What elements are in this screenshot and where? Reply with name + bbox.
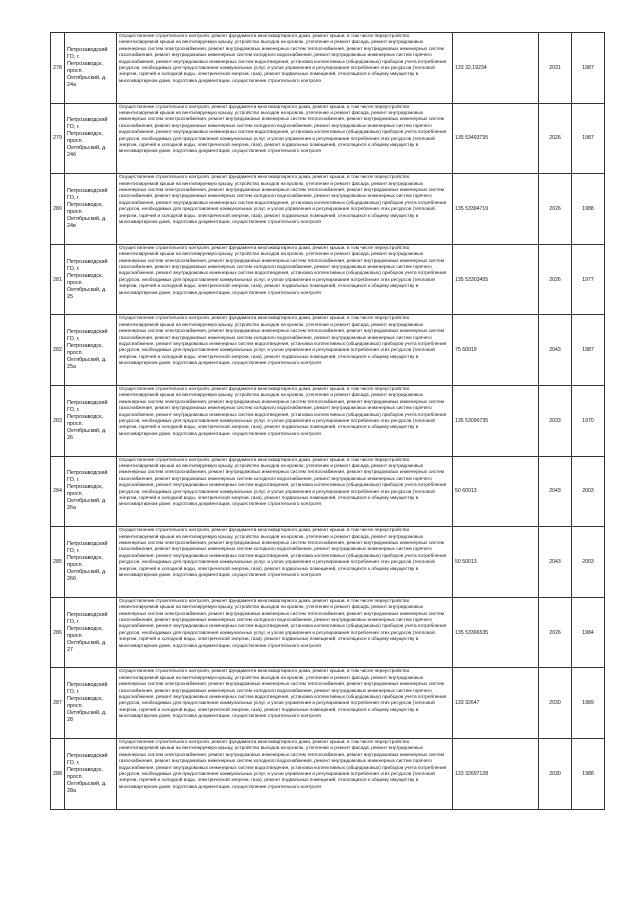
planned-year-cell: 2030 — [539, 738, 572, 809]
cost-cell: 135 53396535 — [453, 597, 539, 668]
cost-cell: 50 50013 — [453, 527, 539, 598]
row-number: 286 — [51, 597, 65, 668]
table-row — [51, 668, 605, 739]
works-cell: Осуществление строительного контроля, ремонт фундамента многоквартирного дома, ремонт крыши, в том числе переустройство невентилируемой крыши на вентилируемую крышу, устройство выходов на кровлю, утепление и ремонт фасада, ремонт внутридомовых инженерных систем электроснабжения, ремонт внутридомовых инженерных систем теплоснабжения, ремонт внутридомовых инженерных систем газоснабжения, ремонт внутридомовых инженерных систем холодного водоснабжения, ремонт внутридомовых инженерных систем горячего водоснабжения, ремонт внутридомовых инженерных систем водоотведения, установка коллективных (общедомовых) приборов учета потребления ресурсов, необходимых для предоставления коммунальных услуг, и узлов управления и регулирования потребления этих ресурсов (тепловой энергии, горячей и холодной воды, электрической энергии, газа), ремонт подвальных помещений, относящихся к общему имуществу в многоквартирном доме, подготовка документации, осуществление строительного контроля — [117, 668, 453, 739]
build-year-cell: 1988 — [572, 174, 605, 245]
build-year-cell: 1987 — [572, 315, 605, 386]
works-cell: Осуществление строительного контроля, ремонт фундамента многоквартирного дома, ремонт крыши, в том числе переустройство невентилируемой крыши на вентилируемую крышу, устройство выходов на кровлю, утепление и ремонт фасада, ремонт внутридомовых инженерных систем электроснабжения, ремонт внутридомовых инженерных систем теплоснабжения, ремонт внутридомовых инженерных систем газоснабжения, ремонт внутридомовых инженерных систем холодного водоснабжения, ремонт внутридомовых инженерных систем горячего водоснабжения, ремонт внутридомовых инженерных систем водоотведения, установка коллективных (общедомовых) приборов учета потребления ресурсов, необходимых для предоставления коммунальных услуг, и узлов управления и регулирования потребления этих ресурсов (тепловой энергии, горячей и холодной воды, электрической энергии, газа), ремонт подвальных помещений, относящихся к общему имуществу в многоквартирном доме, подготовка документации, осуществление строительного контроля — [117, 738, 453, 809]
table-row — [51, 597, 605, 668]
row-number: 288 — [51, 738, 65, 809]
table-row — [51, 385, 605, 456]
row-number: 285 — [51, 527, 65, 598]
address-cell: Петрозаводский ГО, г. Петрозаводск, просп. Октябрьский, д. 27 — [65, 597, 117, 668]
cost-cell: 75 60019 — [453, 315, 539, 386]
table-row — [51, 527, 605, 598]
address-cell: Петрозаводский ГО, г. Петрозаводск, просп. Октябрьский, д. 28а — [65, 738, 117, 809]
planned-year-cell: 2043 — [539, 315, 572, 386]
address-cell: Петрозаводский ГО, г. Петрозаводск, просп. Октябрьский, д. 24а — [65, 33, 117, 104]
address-cell: Петрозаводский ГО, г. Петрозаводск, просп. Октябрьский, д. 25 — [65, 244, 117, 315]
planned-year-cell: 2026 — [539, 597, 572, 668]
document-page — [50, 32, 604, 810]
row-number: 287 — [51, 668, 65, 739]
table-row — [51, 103, 605, 174]
works-cell: Осуществление строительного контроля, ремонт фундамента многоквартирного дома, ремонт крыши, в том числе переустройство невентилируемой крыши на вентилируемую крышу, устройство выходов на кровлю, утепление и ремонт фасада, ремонт внутридомовых инженерных систем электроснабжения, ремонт внутридомовых инженерных систем теплоснабжения, ремонт внутридомовых инженерных систем газоснабжения, ремонт внутридомовых инженерных систем холодного водоснабжения, ремонт внутридомовых инженерных систем горячего водоснабжения, ремонт внутридомовых инженерных систем водоотведения, установка коллективных (общедомовых) приборов учета потребления ресурсов, необходимых для предоставления коммунальных услуг, и узлов управления и регулирования потребления этих ресурсов (тепловой энергии, горячей и холодной воды, электрической энергии, газа), ремонт подвальных помещений, относящихся к общему имуществу в многоквартирном доме, подготовка документации, осуществление строительного контроля — [117, 315, 453, 386]
build-year-cell: 1977 — [572, 244, 605, 315]
works-cell: Осуществление строительного контроля, ремонт фундамента многоквартирного дома, ремонт крыши, в том числе переустройство невентилируемой крыши на вентилируемую крышу, устройство выходов на кровлю, утепление и ремонт фасада, ремонт внутридомовых инженерных систем электроснабжения, ремонт внутридомовых инженерных систем теплоснабжения, ремонт внутридомовых инженерных систем газоснабжения, ремонт внутридомовых инженерных систем холодного водоснабжения, ремонт внутридомовых инженерных систем горячего водоснабжения, ремонт внутридомовых инженерных систем водоотведения, установка коллективных (общедомовых) приборов учета потребления ресурсов, необходимых для предоставления коммунальных услуг, и узлов управления и регулирования потребления этих ресурсов (тепловой энергии, горячей и холодной воды, электрической энергии, газа), ремонт подвальных помещений, относящихся к общему имуществу в многоквартирном доме, подготовка документации, осуществление строительного контроля — [117, 527, 453, 598]
planned-year-cell: 2043 — [539, 527, 572, 598]
address-cell: Петрозаводский ГО, г. Петрозаводск, просп. Октябрьский, д. 24б — [65, 103, 117, 174]
row-number: 280 — [51, 174, 65, 245]
cost-cell: 133 32647 — [453, 668, 539, 739]
address-cell: Петрозаводский ГО, г. Петрозаводск, просп. Октябрьский, д. 24в — [65, 174, 117, 245]
cost-cell: 135 53303455 — [453, 244, 539, 315]
table-row — [51, 456, 605, 527]
table-row — [51, 244, 605, 315]
address-cell: Петрозаводский ГО, г. Петрозаводск, просп. Октябрьский, д. 25а — [65, 315, 117, 386]
build-year-cell: 1970 — [572, 385, 605, 456]
works-cell: Осуществление строительного контроля, ремонт фундамента многоквартирного дома, ремонт крыши, в том числе переустройство невентилируемой крыши на вентилируемую крышу, устройство выходов на кровлю, утепление и ремонт фасада, ремонт внутридомовых инженерных систем электроснабжения, ремонт внутридомовых инженерных систем теплоснабжения, ремонт внутридомовых инженерных систем газоснабжения, ремонт внутридомовых инженерных систем холодного водоснабжения, ремонт внутридомовых инженерных систем горячего водоснабжения, ремонт внутридомовых инженерных систем водоотведения, установка коллективных (общедомовых) приборов учета потребления ресурсов, необходимых для предоставления коммунальных услуг, и узлов управления и регулирования потребления этих ресурсов (тепловой энергии, горячей и холодной воды, электрической энергии, газа), ремонт подвальных помещений, относящихся к общему имуществу в многоквартирном доме, подготовка документации, осуществление строительного контроля — [117, 597, 453, 668]
repair-program-table — [50, 32, 605, 810]
build-year-cell: 1987 — [572, 33, 605, 104]
planned-year-cell: 2033 — [539, 385, 572, 456]
build-year-cell: 1987 — [572, 103, 605, 174]
cost-cell: 133 32697128 — [453, 738, 539, 809]
planned-year-cell: 2030 — [539, 668, 572, 739]
planned-year-cell: 2031 — [539, 33, 572, 104]
cost-cell: 135 53493735 — [453, 103, 539, 174]
cost-cell: 135 53090735 — [453, 385, 539, 456]
works-cell: Осуществление строительного контроля, ремонт фундамента многоквартирного дома, ремонт крыши, в том числе переустройство невентилируемой крыши на вентилируемую крышу, устройство выходов на кровлю, утепление и ремонт фасада, ремонт внутридомовых инженерных систем электроснабжения, ремонт внутридомовых инженерных систем теплоснабжения, ремонт внутридомовых инженерных систем газоснабжения, ремонт внутридомовых инженерных систем холодного водоснабжения, ремонт внутридомовых инженерных систем горячего водоснабжения, ремонт внутридомовых инженерных систем водоотведения, установка коллективных (общедомовых) приборов учета потребления ресурсов, необходимых для предоставления коммунальных услуг, и узлов управления и регулирования потребления этих ресурсов (тепловой энергии, горячей и холодной воды, электрической энергии, газа), ремонт подвальных помещений, относящихся к общему имуществу в многоквартирном доме, подготовка документации, осуществление строительного контроля — [117, 174, 453, 245]
works-cell: Осуществление строительного контроля, ремонт фундамента многоквартирного дома, ремонт крыши, в том числе переустройство невентилируемой крыши на вентилируемую крышу, устройство выходов на кровлю, утепление и ремонт фасада, ремонт внутридомовых инженерных систем электроснабжения, ремонт внутридомовых инженерных систем теплоснабжения, ремонт внутридомовых инженерных систем газоснабжения, ремонт внутридомовых инженерных систем холодного водоснабжения, ремонт внутридомовых инженерных систем горячего водоснабжения, ремонт внутридомовых инженерных систем водоотведения, установка коллективных (общедомовых) приборов учета потребления ресурсов, необходимых для предоставления коммунальных услуг, и узлов управления и регулирования потребления этих ресурсов (тепловой энергии, горячей и холодной воды, электрической энергии, газа), ремонт подвальных помещений, относящихся к общему имуществу в многоквартирном доме, подготовка документации, осуществление строительного контроля — [117, 103, 453, 174]
build-year-cell: 1984 — [572, 597, 605, 668]
planned-year-cell: 2026 — [539, 174, 572, 245]
build-year-cell: 1988 — [572, 738, 605, 809]
address-cell: Петрозаводский ГО, г. Петрозаводск, просп. Октябрьский, д. 26а — [65, 456, 117, 527]
row-number: 283 — [51, 385, 65, 456]
build-year-cell: 1989 — [572, 668, 605, 739]
works-cell: Осуществление строительного контроля, ремонт фундамента многоквартирного дома, ремонт крыши, в том числе переустройство невентилируемой крыши на вентилируемую крышу, устройство выходов на кровлю, утепление и ремонт фасада, ремонт внутридомовых инженерных систем электроснабжения, ремонт внутридомовых инженерных систем теплоснабжения, ремонт внутридомовых инженерных систем газоснабжения, ремонт внутридомовых инженерных систем холодного водоснабжения, ремонт внутридомовых инженерных систем горячего водоснабжения, ремонт внутридомовых инженерных систем водоотведения, установка коллективных (общедомовых) приборов учета потребления ресурсов, необходимых для предоставления коммунальных услуг, и узлов управления и регулирования потребления этих ресурсов (тепловой энергии, горячей и холодной воды, электрической энергии, газа), ремонт подвальных помещений, относящихся к общему имуществу в многоквартирном доме, подготовка документации, осуществление строительного контроля — [117, 385, 453, 456]
planned-year-cell: 2026 — [539, 103, 572, 174]
address-cell: Петрозаводский ГО, г. Петрозаводск, просп. Октябрьский, д. 28 — [65, 668, 117, 739]
works-cell: Осуществление строительного контроля, ремонт фундамента многоквартирного дома, ремонт крыши, в том числе переустройство невентилируемой крыши на вентилируемую крышу, устройство выходов на кровлю, утепление и ремонт фасада, ремонт внутридомовых инженерных систем электроснабжения, ремонт внутридомовых инженерных систем теплоснабжения, ремонт внутридомовых инженерных систем газоснабжения, ремонт внутридомовых инженерных систем холодного водоснабжения, ремонт внутридомовых инженерных систем горячего водоснабжения, ремонт внутридомовых инженерных систем водоотведения, установка коллективных (общедомовых) приборов учета потребления ресурсов, необходимых для предоставления коммунальных услуг, и узлов управления и регулирования потребления этих ресурсов (тепловой энергии, горячей и холодной воды, электрической энергии, газа), ремонт подвальных помещений, относящихся к общему имуществу в многоквартирном доме, подготовка документации, осуществление строительного контроля — [117, 33, 453, 104]
works-cell: Осуществление строительного контроля, ремонт фундамента многоквартирного дома, ремонт крыши, в том числе переустройство невентилируемой крыши на вентилируемую крышу, устройство выходов на кровлю, утепление и ремонт фасада, ремонт внутридомовых инженерных систем электроснабжения, ремонт внутридомовых инженерных систем теплоснабжения, ремонт внутридомовых инженерных систем газоснабжения, ремонт внутридомовых инженерных систем холодного водоснабжения, ремонт внутридомовых инженерных систем горячего водоснабжения, ремонт внутридомовых инженерных систем водоотведения, установка коллективных (общедомовых) приборов учета потребления ресурсов, необходимых для предоставления коммунальных услуг, и узлов управления и регулирования потребления этих ресурсов (тепловой энергии, горячей и холодной воды, электрической энергии, газа), ремонт подвальных помещений, относящихся к общему имуществу в многоквартирном доме, подготовка документации, осуществление строительного контроля — [117, 456, 453, 527]
row-number: 282 — [51, 315, 65, 386]
table-row — [51, 315, 605, 386]
cost-cell: 135 53394719 — [453, 174, 539, 245]
row-number: 284 — [51, 456, 65, 527]
table-row — [51, 174, 605, 245]
build-year-cell: 2003 — [572, 527, 605, 598]
table-body — [51, 33, 605, 810]
row-number: 278 — [51, 33, 65, 104]
planned-year-cell: 2026 — [539, 244, 572, 315]
cost-cell: 50 60013 — [453, 456, 539, 527]
row-number: 279 — [51, 103, 65, 174]
row-number: 281 — [51, 244, 65, 315]
cost-cell: 133 32,19234 — [453, 33, 539, 104]
address-cell: Петрозаводский ГО, г. Петрозаводск, просп. Октябрьский, д. 26 — [65, 385, 117, 456]
address-cell: Петрозаводский ГО, г. Петрозаводск, просп. Октябрьский, д. 26б — [65, 527, 117, 598]
planned-year-cell: 2043 — [539, 456, 572, 527]
table-row — [51, 33, 605, 104]
build-year-cell: 2003 — [572, 456, 605, 527]
works-cell: Осуществление строительного контроля, ремонт фундамента многоквартирного дома, ремонт крыши, в том числе переустройство невентилируемой крыши на вентилируемую крышу, устройство выходов на кровлю, утепление и ремонт фасада, ремонт внутридомовых инженерных систем электроснабжения, ремонт внутридомовых инженерных систем теплоснабжения, ремонт внутридомовых инженерных систем газоснабжения, ремонт внутридомовых инженерных систем холодного водоснабжения, ремонт внутридомовых инженерных систем горячего водоснабжения, ремонт внутридомовых инженерных систем водоотведения, установка коллективных (общедомовых) приборов учета потребления ресурсов, необходимых для предоставления коммунальных услуг, и узлов управления и регулирования потребления этих ресурсов (тепловой энергии, горячей и холодной воды, электрической энергии, газа), ремонт подвальных помещений, относящихся к общему имуществу в многоквартирном доме, подготовка документации, осуществление строительного контроля — [117, 244, 453, 315]
table-row — [51, 738, 605, 809]
